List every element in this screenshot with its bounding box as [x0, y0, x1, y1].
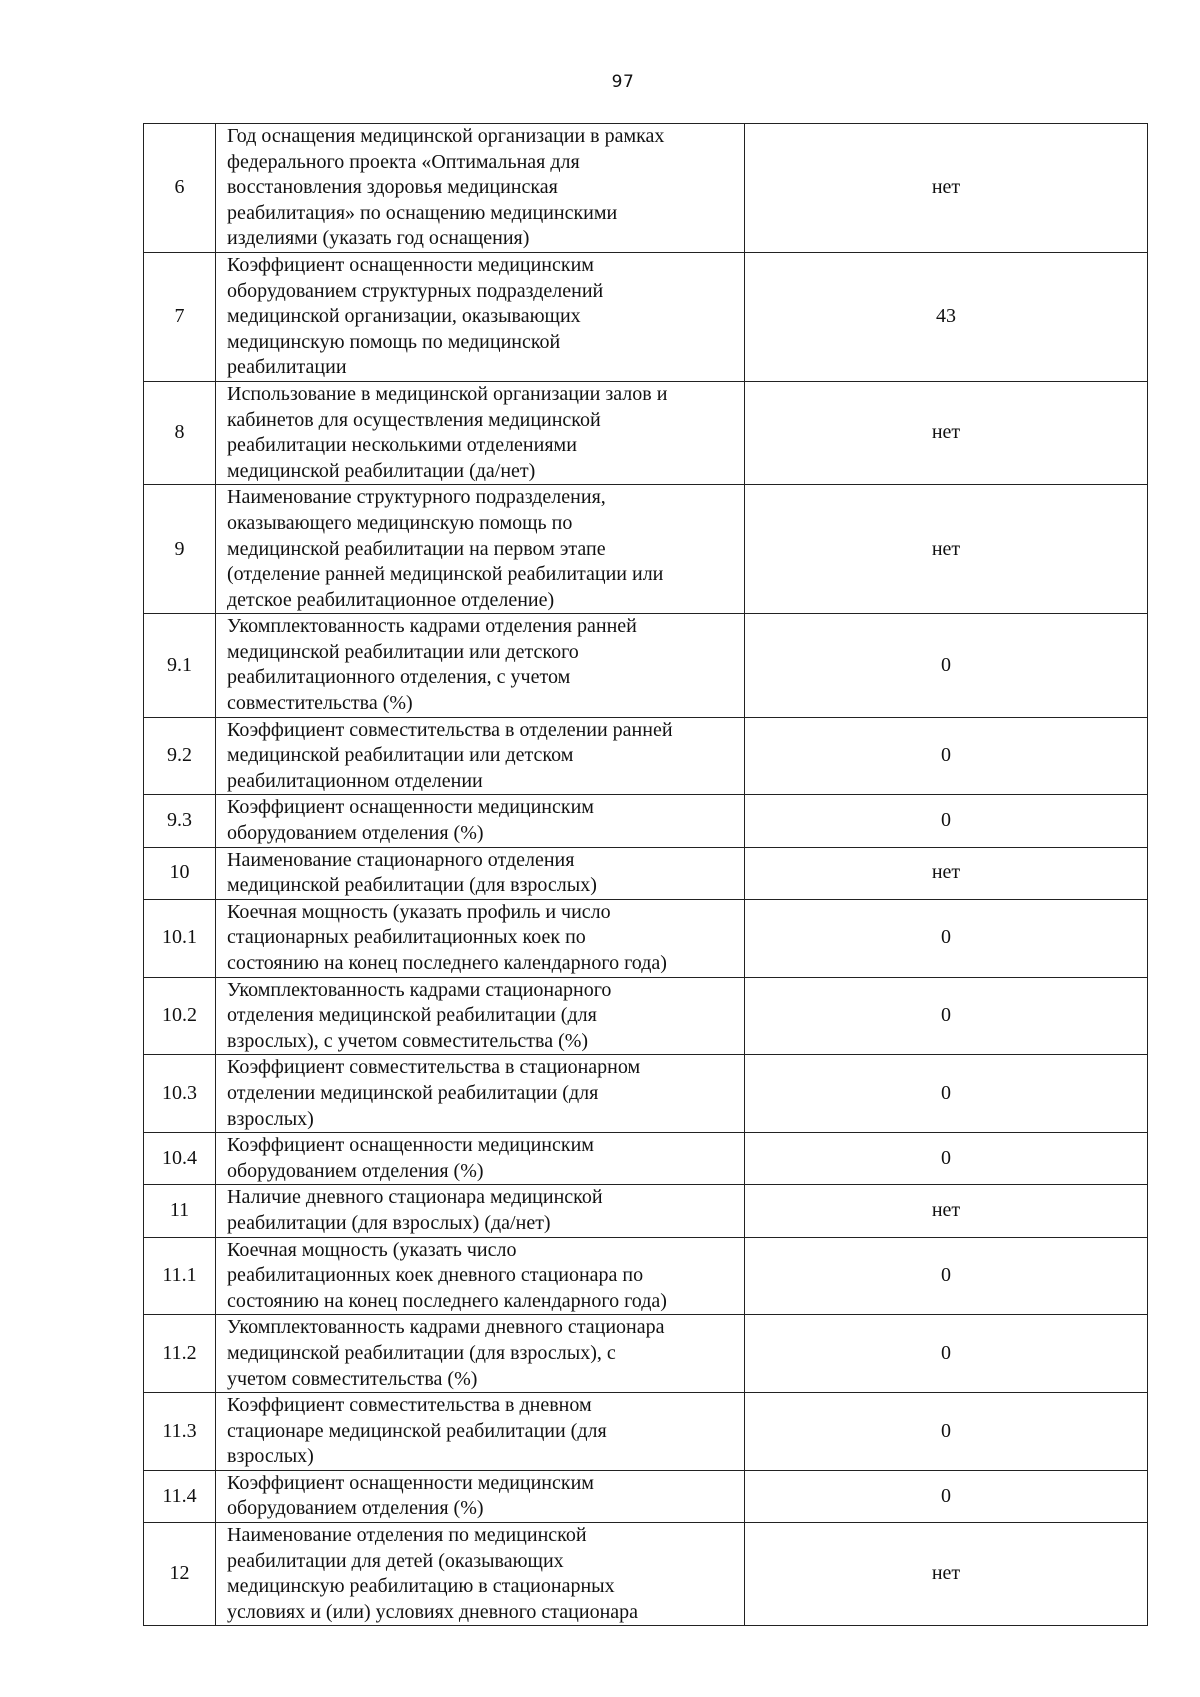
description-line: отделении медицинской реабилитации (для [227, 1081, 599, 1104]
description-line: медицинскую реабилитацию в стационарных [227, 1575, 615, 1598]
description-line: медицинской реабилитации (для взрослых), с [227, 1341, 616, 1364]
description-line: Укомплектованность кадрами отделения ранней [227, 615, 637, 638]
description-line: кабинетов для осуществления медицинской [227, 408, 601, 431]
page-number: 97 [611, 72, 635, 92]
description-line: реабилитационного отделения, с учетом [227, 666, 571, 689]
row-number: 11.1 [144, 1237, 216, 1315]
description-line: состоянию на конец последнего календарного года) [227, 1289, 667, 1312]
row-value: 0 [745, 977, 1148, 1055]
row-description [216, 795, 745, 847]
description-line: реабилитация» по оснащению медицинскими [227, 201, 618, 224]
description-line: изделиями (указать год оснащения) [227, 227, 530, 250]
description-line: Наименование отделения по медицинской [227, 1524, 587, 1547]
row-number: 8 [144, 381, 216, 484]
description-line: Коэффициент оснащенности медицинским [227, 1134, 594, 1157]
description-line: восстановления здоровья медицинская [227, 176, 558, 199]
description-line: медицинскую помощь по медицинской [227, 330, 561, 353]
table-row [144, 1185, 1148, 1237]
description-line: медицинской реабилитации на первом этапе [227, 537, 606, 560]
row-description [216, 847, 745, 899]
description-line: Коечная мощность (указать профиль и число [227, 900, 611, 923]
row-value: нет [745, 1185, 1148, 1237]
row-description [216, 1470, 745, 1522]
description-line: оборудованием структурных подразделений [227, 279, 604, 302]
row-description [216, 1315, 745, 1393]
row-value: 0 [745, 899, 1148, 977]
row-value: нет [745, 847, 1148, 899]
description-line: реабилитации несколькими отделениями [227, 434, 577, 457]
row-value: 0 [745, 1393, 1148, 1471]
row-value: 0 [745, 1470, 1148, 1522]
description-line: медицинской реабилитации (для взрослых) [227, 874, 597, 897]
row-description [216, 124, 745, 253]
row-value: 0 [745, 1237, 1148, 1315]
description-line: стационарных реабилитационных коек по [227, 926, 586, 949]
row-description [216, 614, 745, 717]
description-line: Наличие дневного стационара медицинской [227, 1186, 603, 1209]
table-body [144, 124, 1148, 1626]
table-row [144, 1237, 1148, 1315]
description-line: отделения медицинской реабилитации (для [227, 1004, 597, 1027]
row-description [216, 485, 745, 614]
row-value: 43 [745, 252, 1148, 381]
row-number: 10.4 [144, 1133, 216, 1185]
description-line: реабилитации [227, 356, 347, 379]
description-line: взрослых) [227, 1445, 314, 1468]
row-number: 10.3 [144, 1055, 216, 1133]
row-number: 11.4 [144, 1470, 216, 1522]
description-line: реабилитации для детей (оказывающих [227, 1549, 564, 1572]
row-description [216, 977, 745, 1055]
description-line: Год оснащения медицинской организации в рамках [227, 125, 665, 147]
description-line: учетом совместительства (%) [227, 1367, 478, 1390]
row-number: 10.2 [144, 977, 216, 1055]
row-number: 12 [144, 1523, 216, 1626]
row-value: нет [745, 485, 1148, 614]
description-line: Укомплектованность кадрами стационарного [227, 978, 612, 1001]
description-line: медицинской реабилитации или детского [227, 640, 579, 663]
description-line: состоянию на конец последнего календарного года) [227, 952, 667, 974]
table-row [144, 717, 1148, 795]
table-row [144, 795, 1148, 847]
row-value: 0 [745, 614, 1148, 717]
description-line: Коэффициент оснащенности медицинским [227, 253, 594, 276]
description-line: взрослых), с учетом совместительства (%) [227, 1029, 589, 1052]
row-description [216, 717, 745, 795]
row-description [216, 252, 745, 381]
description-line: оборудованием отделения (%) [227, 1497, 484, 1520]
description-line: взрослых) [227, 1107, 314, 1130]
row-value: нет [745, 381, 1148, 484]
description-line: стационаре медицинской реабилитации (для [227, 1419, 607, 1442]
description-line: медицинской реабилитации или детском [227, 744, 574, 767]
row-number: 11.3 [144, 1393, 216, 1471]
description-line: Наименование стационарного отделения [227, 848, 575, 871]
table-row [144, 1055, 1148, 1133]
table-row [144, 1133, 1148, 1185]
row-description [216, 1393, 745, 1471]
row-number: 11.2 [144, 1315, 216, 1393]
table-row [144, 614, 1148, 717]
table-row [144, 1523, 1148, 1626]
row-number: 11 [144, 1185, 216, 1237]
row-value: нет [745, 124, 1148, 253]
description-line: медицинской организации, оказывающих [227, 305, 581, 328]
description-line: (отделение ранней медицинской реабилитации или [227, 563, 664, 586]
row-number: 9.1 [144, 614, 216, 717]
indicators-table [143, 123, 1148, 1626]
description-line: Коэффициент оснащенности медицинским [227, 1471, 594, 1494]
description-line: Коэффициент оснащенности медицинским [227, 796, 594, 819]
description-line: реабилитационном отделении [227, 769, 483, 792]
description-line: оборудованием отделения (%) [227, 1159, 484, 1182]
row-value: 0 [745, 795, 1148, 847]
table-row [144, 977, 1148, 1055]
table-row [144, 847, 1148, 899]
description-line: Коэффициент совместительства в отделении ранней [227, 718, 673, 741]
row-number: 10 [144, 847, 216, 899]
row-description [216, 1133, 745, 1185]
description-line: медицинской реабилитации (да/нет) [227, 459, 536, 482]
description-line: реабилитационных коек дневного стационара по [227, 1264, 644, 1287]
description-line: Укомплектованность кадрами дневного стационара [227, 1316, 665, 1339]
row-value: 0 [745, 717, 1148, 795]
description-line: Коэффициент совместительства в дневном [227, 1394, 592, 1417]
description-line: федерального проекта «Оптимальная для [227, 150, 580, 173]
row-description [216, 1237, 745, 1315]
row-number: 7 [144, 252, 216, 381]
description-line: Использование в медицинской организации залов и [227, 382, 668, 405]
description-line: детское реабилитационное отделение) [227, 588, 555, 611]
row-number: 10.1 [144, 899, 216, 977]
table-row [144, 1470, 1148, 1522]
description-line: Наименование структурного подразделения, [227, 486, 606, 509]
description-line: оказывающего медицинскую помощь по [227, 511, 573, 534]
table-row [144, 381, 1148, 484]
table-row [144, 485, 1148, 614]
row-number: 6 [144, 124, 216, 253]
table-row [144, 1393, 1148, 1471]
table-row [144, 124, 1148, 253]
row-description [216, 381, 745, 484]
row-description [216, 1185, 745, 1237]
row-description [216, 1523, 745, 1626]
row-description [216, 1055, 745, 1133]
row-number: 9.2 [144, 717, 216, 795]
row-value: нет [745, 1523, 1148, 1626]
row-value: 0 [745, 1055, 1148, 1133]
row-number: 9.3 [144, 795, 216, 847]
description-line: Коечная мощность (указать число [227, 1238, 517, 1261]
table-row [144, 899, 1148, 977]
description-line: условиях и (или) условиях дневного стационара [227, 1600, 639, 1623]
row-value: 0 [745, 1315, 1148, 1393]
description-line: реабилитации (для взрослых) (да/нет) [227, 1211, 551, 1234]
table-row [144, 1315, 1148, 1393]
description-line: Коэффициент совместительства в стационарном [227, 1056, 641, 1079]
row-number: 9 [144, 485, 216, 614]
description-line: оборудованием отделения (%) [227, 822, 484, 845]
row-value: 0 [745, 1133, 1148, 1185]
description-line: совместительства (%) [227, 692, 413, 715]
table-row [144, 252, 1148, 381]
row-description [216, 899, 745, 977]
